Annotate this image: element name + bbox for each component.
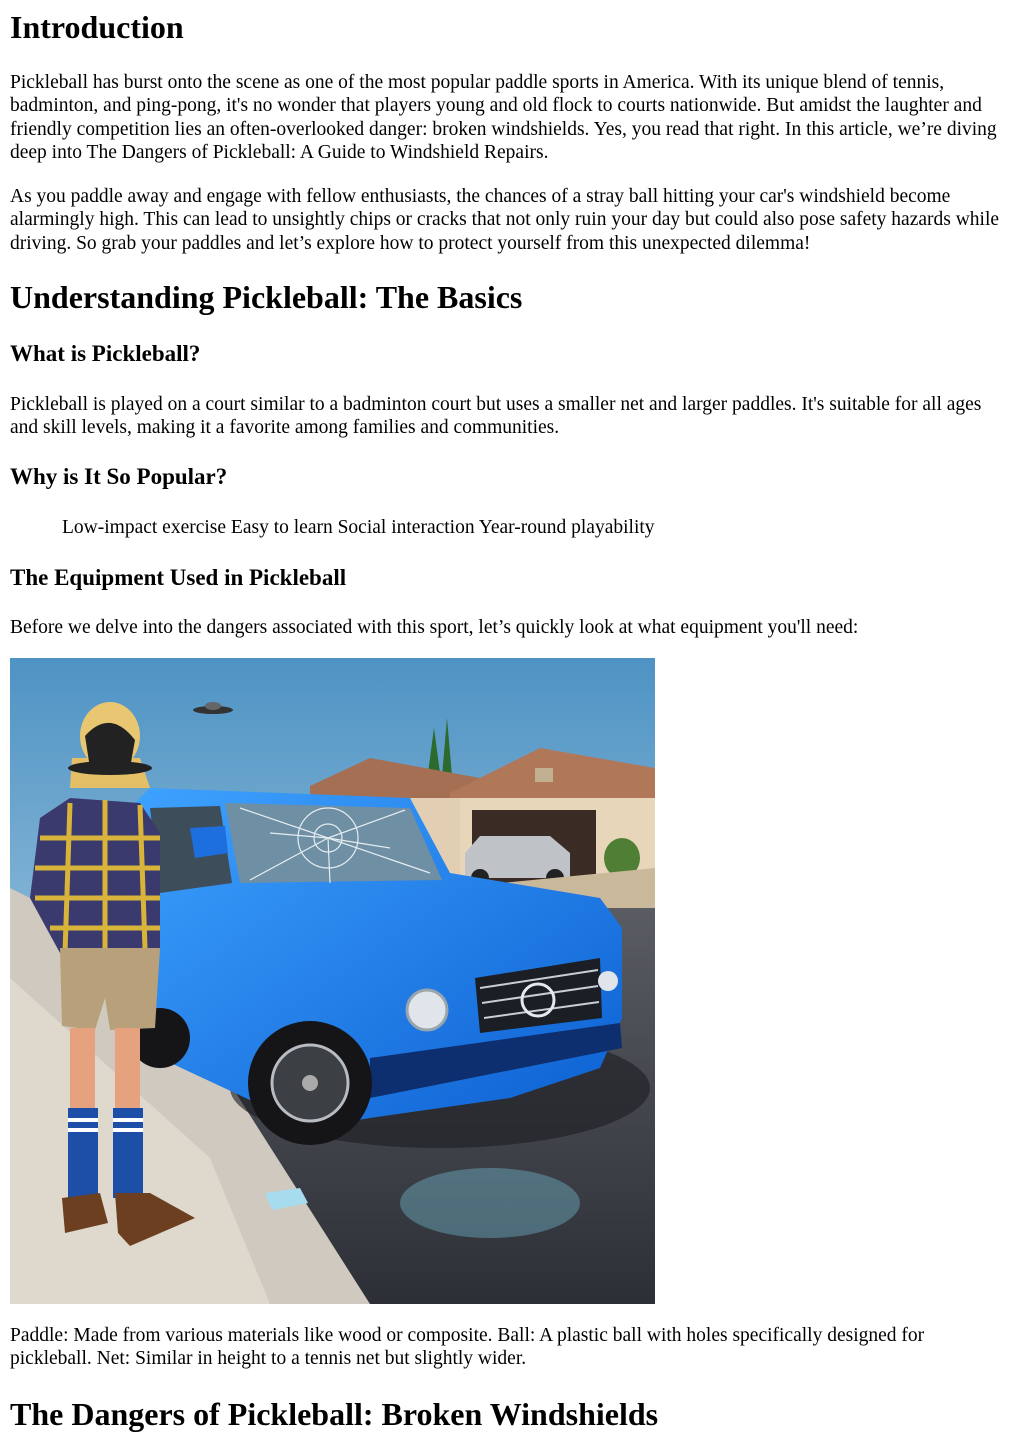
equipment-paragraph: Paddle: Made from various materials like wood or composite. Ball: A plastic ball with holes specifically designed for pickleball. Net: Similar in height to a tennis net but slightly wider. [10, 1325, 925, 1370]
broken-windshield-illustration [10, 658, 655, 1304]
popularity-list: Low-impact exercise Easy to learn Social interaction Year-round playability [62, 517, 655, 538]
what-paragraph: Pickleball is played on a court similar to a badminton court but uses a smaller net and larger paddles. It's suitable for all ages and skill levels, making it a favorite among families and communities. [10, 394, 982, 439]
equipment-heading: The Equipment Used in Pickleball [10, 565, 347, 590]
intro-paragraph-2: As you paddle away and engage with fellow enthusiasts, the chances of a stray ball hitting your car's windshield become alarmingly high. This can lead to unsightly chips or cracks that not only ruin your day but could also pose safety hazards while driving. So grab your paddles and let’s explore how to protect yourself from this unexpected dilemma! [10, 186, 1000, 254]
dangers-heading: The Dangers of Pickleball: Broken Windshields [10, 1396, 659, 1432]
equipment-intro: Before we delve into the dangers associated with this sport, let’s quickly look at what equipment you'll need: [10, 617, 859, 638]
basics-heading: Understanding Pickleball: The Basics [10, 279, 523, 315]
intro-paragraph-1: Pickleball has burst onto the scene as one of the most popular paddle sports in America. With its unique blend of tennis, badminton, and ping-pong, it's no wonder that players young and old flock to courts nationwide. But amidst the laughter and friendly competition lies an often-overlooked danger: broken windshields. Yes, you read that right. In this article, we’re diving deep into The Dangers of Pickleball: A Guide to Windshield Repairs. [10, 72, 997, 164]
why-heading: Why is It So Popular? [10, 464, 228, 489]
what-heading: What is Pickleball? [10, 341, 201, 366]
intro-heading: Introduction [10, 9, 184, 45]
